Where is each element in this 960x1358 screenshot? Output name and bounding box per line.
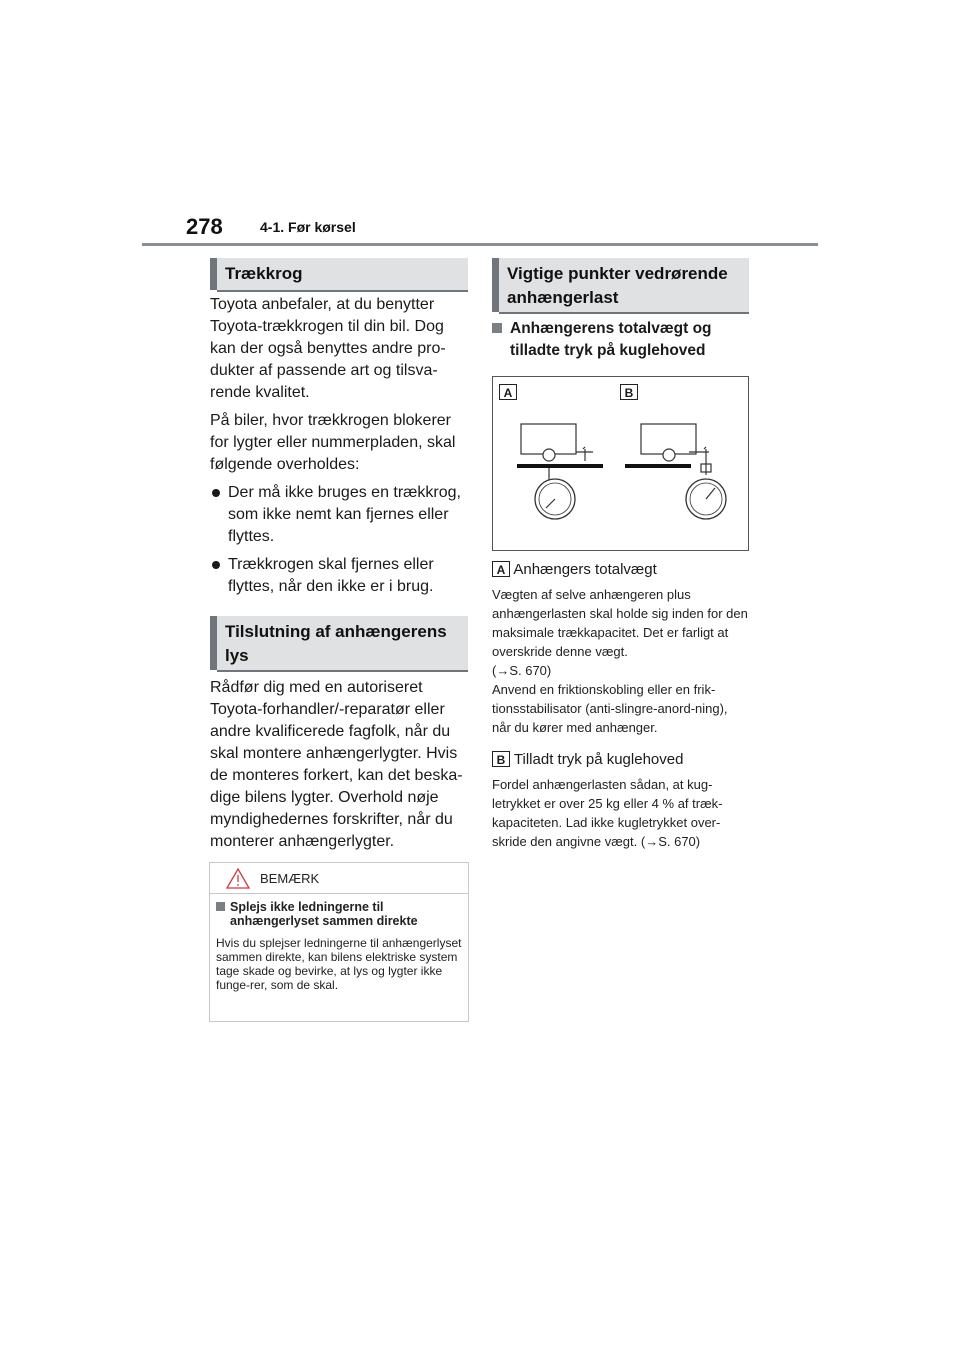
caption-b-label: B bbox=[492, 751, 510, 767]
notice-title: BEMÆRK bbox=[260, 871, 320, 886]
notice-text: Hvis du splejser ledningerne til anhængerlyset sammen direkte, kan bilens elektriske system tage skade og bevirke, at lys og lygter ikke funge-rer, som de skal. bbox=[216, 936, 462, 992]
heading-underline bbox=[217, 670, 468, 672]
bullet-dot-icon bbox=[212, 489, 220, 497]
header-divider bbox=[142, 243, 818, 246]
notice-subheading-text: Splejs ikke ledningerne til anhængerlyset sammen direkte bbox=[230, 900, 418, 928]
caption-a-paragraph-2: Anvend en friktionskobling eller en frik-tionsstabilisator (anti-slingre-anord-ning), når du kører med anhænger. bbox=[492, 682, 728, 735]
caption-a bbox=[492, 560, 749, 737]
notice-header bbox=[210, 863, 468, 894]
notice-subheading bbox=[216, 900, 462, 928]
heading-lys bbox=[210, 616, 468, 670]
heading-anhaengerlast bbox=[492, 258, 749, 312]
page-number: 278 bbox=[186, 214, 223, 239]
trailer-total-weight-icon bbox=[517, 424, 603, 519]
heading-underline bbox=[217, 290, 468, 292]
square-bullet-icon bbox=[492, 323, 502, 333]
heading-lys-text: Tilslutning af anhængerens lys bbox=[225, 622, 447, 665]
left-body-2 bbox=[210, 677, 472, 859]
bullet-text: Trækkrogen skal fjernes eller flyttes, når den ikke er i brug. bbox=[228, 556, 434, 595]
subheading-text: Anhængerens totalvægt og tilladte tryk på kuglehoved bbox=[510, 320, 712, 359]
subheading-totalvaegt bbox=[492, 318, 760, 362]
heading-traekkrog-text: Trækkrog bbox=[225, 264, 303, 283]
paragraph-recommend: Toyota anbefaler, at du benytter Toyota-trækkrogen til din bil. Dog kan der også benyttes andre pro-dukter af passende art og tilsva-rende kvalitet. bbox=[210, 296, 446, 401]
trailer-load-figure bbox=[492, 376, 749, 551]
page-reference-link[interactable]: (→S. 670) bbox=[492, 663, 552, 678]
caption-a-paragraph: Vægten af selve anhængeren plus anhængerlasten skal holde sig inden for den maksimale trækkapacitet. Det er farligt at overskride denne vægt. bbox=[492, 587, 748, 659]
notice-box bbox=[209, 862, 469, 1022]
notice-body bbox=[210, 894, 468, 992]
caption-a-title-row bbox=[492, 560, 749, 580]
caption-b-title-row bbox=[492, 750, 749, 770]
bullet-dot-icon bbox=[212, 561, 220, 569]
bullet-item bbox=[210, 482, 472, 548]
warning-triangle-icon bbox=[226, 868, 250, 889]
paragraph-blocking: På biler, hvor trækkrogen blokerer for lygter eller nummerpladen, skal følgende overholdes: bbox=[210, 412, 456, 473]
heading-underline bbox=[499, 312, 749, 314]
heading-anhaengerlast-text: Vigtige punkter vedrørende anhængerlast bbox=[507, 264, 728, 307]
left-body-1 bbox=[210, 294, 472, 604]
caption-a-text bbox=[492, 585, 749, 737]
paragraph-consult: Rådfør dig med en autoriseret Toyota-forhandler/-reparatør eller andre kvalificerede fagfolk, når du skal montere anhængerlygter. Hvis de monteres forkert, kan det beska-dige bilens lygter. Overhold nøje myndighedernes forskrifter, når du monterer anhængerlygter. bbox=[210, 679, 463, 850]
tongue-weight-icon bbox=[625, 424, 726, 519]
caption-a-label: A bbox=[492, 561, 510, 577]
bullet-text: Der må ikke bruges en trækkrog, som ikke nemt kan fjernes eller flyttes. bbox=[228, 484, 461, 545]
bullet-list bbox=[210, 482, 472, 598]
trailer-scale-illustration bbox=[493, 377, 748, 550]
caption-b-title: Tilladt tryk på kuglehoved bbox=[513, 751, 684, 768]
section-title: 4-1. Før kørsel bbox=[260, 219, 356, 235]
caption-b-text: Fordel anhængerlasten sådan, at kug-letrykket er over 25 kg eller 4 % af træk-kapaciteten. Lad ikke kugletrykket over-skride den angivne vægt. (→S. 670) bbox=[492, 777, 723, 849]
caption-a-title: Anhængers totalvægt bbox=[513, 561, 657, 578]
figure-label-b: B bbox=[620, 384, 638, 400]
heading-traekkrog bbox=[210, 258, 468, 290]
square-bullet-icon bbox=[216, 902, 225, 911]
figure-label-a: A bbox=[499, 384, 517, 400]
bullet-item bbox=[210, 554, 472, 598]
caption-b bbox=[492, 750, 749, 851]
